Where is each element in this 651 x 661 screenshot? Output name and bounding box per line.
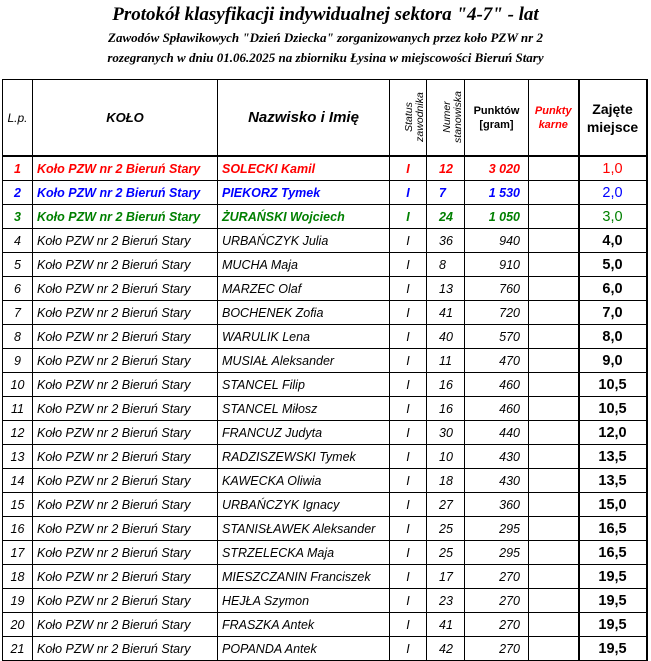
table-body	[3, 156, 647, 661]
row-points: 720	[465, 301, 529, 325]
row-points: 430	[465, 445, 529, 469]
row-club: Koło PZW nr 2 Bieruń Stary	[33, 469, 218, 493]
row-name: KAWECKA Oliwia	[218, 469, 390, 493]
row-lp: 17	[3, 541, 33, 565]
row-club: Koło PZW nr 2 Bieruń Stary	[33, 349, 218, 373]
row-status: I	[390, 565, 427, 589]
row-stand: 16	[427, 397, 465, 421]
row-club: Koło PZW nr 2 Bieruń Stary	[33, 253, 218, 277]
row-lp: 13	[3, 445, 33, 469]
table-row	[3, 397, 647, 421]
row-name: STANCEL Miłosz	[218, 397, 390, 421]
table-row	[3, 156, 647, 181]
row-penalty	[529, 205, 579, 229]
row-stand: 10	[427, 445, 465, 469]
row-penalty	[529, 397, 579, 421]
row-name: URBAŃCZYK Ignacy	[218, 493, 390, 517]
row-club: Koło PZW nr 2 Bieruń Stary	[33, 325, 218, 349]
row-club: Koło PZW nr 2 Bieruń Stary	[33, 637, 218, 661]
row-points: 910	[465, 253, 529, 277]
row-lp: 20	[3, 613, 33, 637]
row-club: Koło PZW nr 2 Bieruń Stary	[33, 565, 218, 589]
row-penalty	[529, 421, 579, 445]
row-status: I	[390, 493, 427, 517]
row-penalty	[529, 253, 579, 277]
row-points: 430	[465, 469, 529, 493]
row-penalty	[529, 469, 579, 493]
header-lp: L.p.	[3, 80, 33, 157]
row-lp: 9	[3, 349, 33, 373]
row-stand: 23	[427, 589, 465, 613]
header-points: Punktów [gram]	[465, 80, 529, 157]
table-row	[3, 181, 647, 205]
row-name: STANCEL Filip	[218, 373, 390, 397]
row-points: 270	[465, 613, 529, 637]
row-club: Koło PZW nr 2 Bieruń Stary	[33, 181, 218, 205]
row-name: PIEKORZ Tymek	[218, 181, 390, 205]
table-row	[3, 565, 647, 589]
row-penalty	[529, 517, 579, 541]
row-stand: 25	[427, 541, 465, 565]
table-row	[3, 349, 647, 373]
header-club: KOŁO	[33, 80, 218, 157]
row-place: 10,5	[579, 373, 647, 397]
row-points: 440	[465, 421, 529, 445]
subtitle-line-1: Zawodów Spławikowych "Dzień Dziecka" zorganizowanych przez koło PZW nr 2	[108, 30, 543, 45]
row-points: 295	[465, 517, 529, 541]
row-status: I	[390, 301, 427, 325]
header-penalty: Punkty karne	[529, 80, 579, 157]
row-name: ŻURAŃSKI Wojciech	[218, 205, 390, 229]
row-points: 460	[465, 397, 529, 421]
table-row	[3, 325, 647, 349]
row-lp: 11	[3, 397, 33, 421]
row-name: STANISŁAWEK Aleksander	[218, 517, 390, 541]
table-row	[3, 469, 647, 493]
row-club: Koło PZW nr 2 Bieruń Stary	[33, 445, 218, 469]
row-stand: 12	[427, 156, 465, 181]
row-status: I	[390, 637, 427, 661]
row-stand: 27	[427, 493, 465, 517]
row-place: 16,5	[579, 517, 647, 541]
row-lp: 7	[3, 301, 33, 325]
table-row	[3, 541, 647, 565]
row-place: 9,0	[579, 349, 647, 373]
row-points: 360	[465, 493, 529, 517]
classification-table	[2, 79, 648, 661]
row-stand: 11	[427, 349, 465, 373]
header-status-text: Status zawodnika	[402, 91, 426, 142]
row-stand: 30	[427, 421, 465, 445]
row-points: 295	[465, 541, 529, 565]
row-club: Koło PZW nr 2 Bieruń Stary	[33, 397, 218, 421]
row-points: 270	[465, 637, 529, 661]
row-points: 460	[465, 373, 529, 397]
row-status: I	[390, 517, 427, 541]
row-lp: 12	[3, 421, 33, 445]
row-points: 570	[465, 325, 529, 349]
row-lp: 18	[3, 565, 33, 589]
row-stand: 7	[427, 181, 465, 205]
row-points: 940	[465, 229, 529, 253]
table-row	[3, 613, 647, 637]
row-club: Koło PZW nr 2 Bieruń Stary	[33, 517, 218, 541]
row-penalty	[529, 565, 579, 589]
row-lp: 15	[3, 493, 33, 517]
row-place: 13,5	[579, 445, 647, 469]
row-stand: 41	[427, 613, 465, 637]
row-lp: 6	[3, 277, 33, 301]
row-points: 470	[465, 349, 529, 373]
row-place: 4,0	[579, 229, 647, 253]
table-row	[3, 373, 647, 397]
row-club: Koło PZW nr 2 Bieruń Stary	[33, 156, 218, 181]
row-penalty	[529, 277, 579, 301]
row-points: 3 020	[465, 156, 529, 181]
row-place: 19,5	[579, 565, 647, 589]
row-penalty	[529, 637, 579, 661]
table-header-row	[3, 80, 647, 157]
row-place: 5,0	[579, 253, 647, 277]
row-name: POPANDA Antek	[218, 637, 390, 661]
row-penalty	[529, 445, 579, 469]
row-place: 12,0	[579, 421, 647, 445]
row-penalty	[529, 229, 579, 253]
row-place: 6,0	[579, 277, 647, 301]
row-penalty	[529, 325, 579, 349]
row-status: I	[390, 397, 427, 421]
row-status: I	[390, 229, 427, 253]
row-stand: 24	[427, 205, 465, 229]
row-points: 270	[465, 589, 529, 613]
row-name: MIESZCZANIN Franciszek	[218, 565, 390, 589]
row-club: Koło PZW nr 2 Bieruń Stary	[33, 229, 218, 253]
row-stand: 13	[427, 277, 465, 301]
row-status: I	[390, 541, 427, 565]
row-status: I	[390, 277, 427, 301]
row-place: 2,0	[579, 181, 647, 205]
row-club: Koło PZW nr 2 Bieruń Stary	[33, 277, 218, 301]
row-stand: 25	[427, 517, 465, 541]
row-status: I	[390, 373, 427, 397]
row-status: I	[390, 253, 427, 277]
table-row	[3, 589, 647, 613]
row-name: STRZELECKA Maja	[218, 541, 390, 565]
row-lp: 8	[3, 325, 33, 349]
row-status: I	[390, 205, 427, 229]
row-penalty	[529, 493, 579, 517]
row-points: 760	[465, 277, 529, 301]
row-stand: 16	[427, 373, 465, 397]
row-name: HEJŁA Szymon	[218, 589, 390, 613]
row-lp: 1	[3, 156, 33, 181]
row-lp: 3	[3, 205, 33, 229]
row-place: 15,0	[579, 493, 647, 517]
row-points: 270	[465, 565, 529, 589]
table-row	[3, 253, 647, 277]
row-penalty	[529, 156, 579, 181]
row-stand: 41	[427, 301, 465, 325]
subtitle-line-2: rozegranych w dniu 01.06.2025 na zbiorniku Łysina w miejscowości Bieruń Stary	[107, 50, 544, 65]
row-status: I	[390, 156, 427, 181]
table-row	[3, 277, 647, 301]
row-penalty	[529, 589, 579, 613]
table-row	[3, 517, 647, 541]
header-place: Zajęte miejsce	[579, 80, 647, 157]
row-lp: 14	[3, 469, 33, 493]
row-name: URBAŃCZYK Julia	[218, 229, 390, 253]
header-stand-text: Numer stanowiska	[440, 90, 464, 143]
row-place: 1,0	[579, 156, 647, 181]
row-lp: 5	[3, 253, 33, 277]
row-place: 13,5	[579, 469, 647, 493]
row-place: 19,5	[579, 637, 647, 661]
table-row	[3, 493, 647, 517]
header-name: Nazwisko i Imię	[218, 80, 390, 157]
row-penalty	[529, 613, 579, 637]
row-place: 7,0	[579, 301, 647, 325]
row-lp: 10	[3, 373, 33, 397]
row-stand: 8	[427, 253, 465, 277]
row-club: Koło PZW nr 2 Bieruń Stary	[33, 613, 218, 637]
table-row	[3, 445, 647, 469]
row-lp: 21	[3, 637, 33, 661]
row-stand: 36	[427, 229, 465, 253]
row-penalty	[529, 301, 579, 325]
row-status: I	[390, 421, 427, 445]
row-points: 1 050	[465, 205, 529, 229]
row-name: WARULIK Lena	[218, 325, 390, 349]
row-name: FRASZKA Antek	[218, 613, 390, 637]
row-points: 1 530	[465, 181, 529, 205]
table-row	[3, 301, 647, 325]
row-lp: 2	[3, 181, 33, 205]
table-row	[3, 229, 647, 253]
row-club: Koło PZW nr 2 Bieruń Stary	[33, 493, 218, 517]
row-lp: 16	[3, 517, 33, 541]
row-stand: 42	[427, 637, 465, 661]
table-row	[3, 205, 647, 229]
row-place: 19,5	[579, 589, 647, 613]
row-name: MUSIAŁ Aleksander	[218, 349, 390, 373]
row-club: Koło PZW nr 2 Bieruń Stary	[33, 205, 218, 229]
row-name: RADZISZEWSKI Tymek	[218, 445, 390, 469]
table-row	[3, 421, 647, 445]
row-stand: 17	[427, 565, 465, 589]
row-lp: 19	[3, 589, 33, 613]
document-header	[0, 0, 651, 68]
row-name: MARZEC Olaf	[218, 277, 390, 301]
row-stand: 18	[427, 469, 465, 493]
row-club: Koło PZW nr 2 Bieruń Stary	[33, 589, 218, 613]
row-status: I	[390, 469, 427, 493]
row-name: BOCHENEK Zofia	[218, 301, 390, 325]
row-status: I	[390, 349, 427, 373]
row-lp: 4	[3, 229, 33, 253]
row-status: I	[390, 181, 427, 205]
header-stand	[427, 80, 465, 157]
row-status: I	[390, 589, 427, 613]
row-status: I	[390, 613, 427, 637]
row-place: 10,5	[579, 397, 647, 421]
row-name: MUCHA Maja	[218, 253, 390, 277]
row-stand: 40	[427, 325, 465, 349]
row-penalty	[529, 373, 579, 397]
row-club: Koło PZW nr 2 Bieruń Stary	[33, 541, 218, 565]
row-name: SOLECKI Kamil	[218, 156, 390, 181]
row-club: Koło PZW nr 2 Bieruń Stary	[33, 421, 218, 445]
row-place: 16,5	[579, 541, 647, 565]
row-place: 8,0	[579, 325, 647, 349]
row-name: FRANCUZ Judyta	[218, 421, 390, 445]
row-penalty	[529, 349, 579, 373]
page-title: Protokół klasyfikacji indywidualnej sektora "4-7" - lat	[112, 4, 539, 25]
row-place: 19,5	[579, 613, 647, 637]
table-row	[3, 637, 647, 661]
row-penalty	[529, 541, 579, 565]
row-status: I	[390, 325, 427, 349]
row-place: 3,0	[579, 205, 647, 229]
row-status: I	[390, 445, 427, 469]
row-penalty	[529, 181, 579, 205]
row-club: Koło PZW nr 2 Bieruń Stary	[33, 301, 218, 325]
header-status	[390, 80, 427, 157]
row-club: Koło PZW nr 2 Bieruń Stary	[33, 373, 218, 397]
